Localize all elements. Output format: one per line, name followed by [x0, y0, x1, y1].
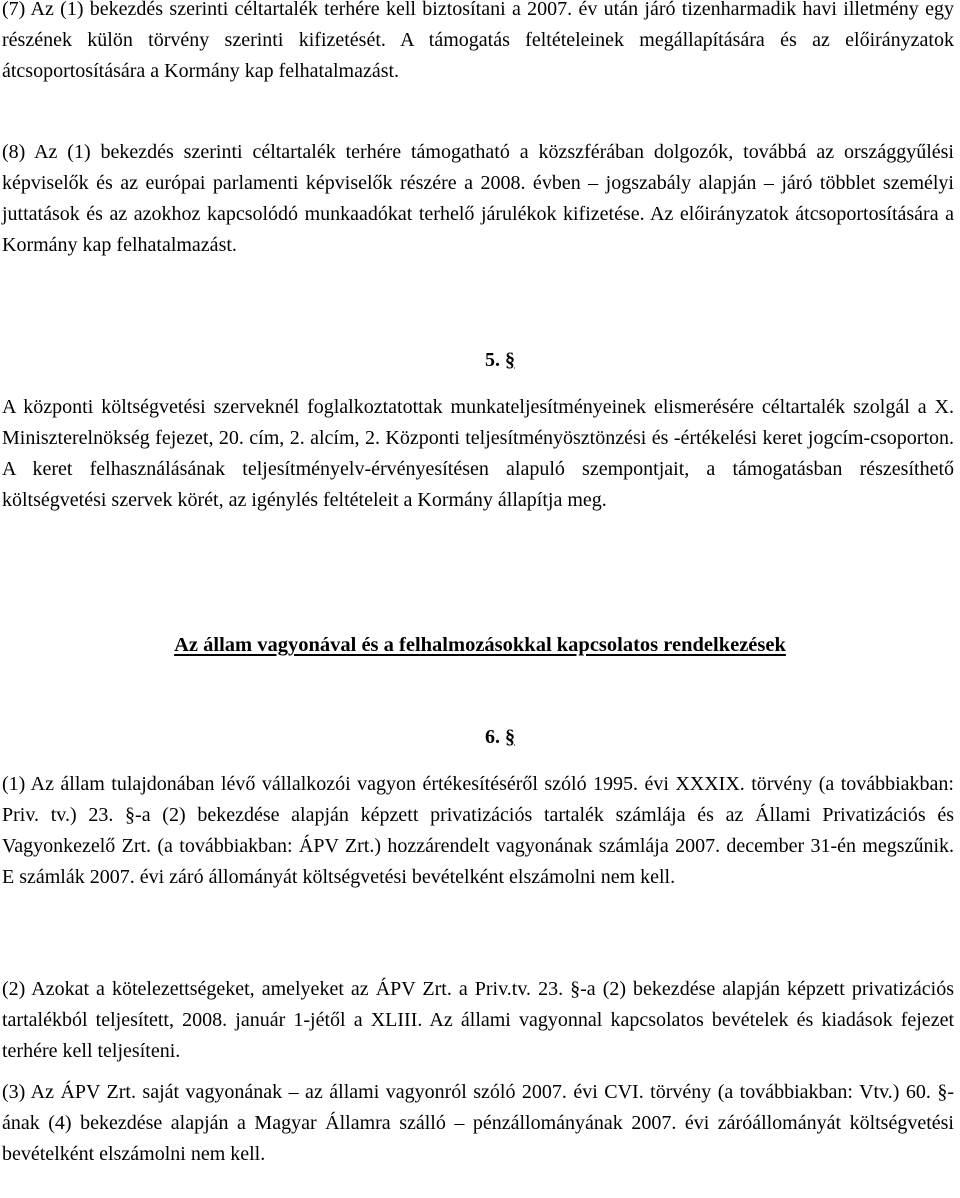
section-6-paragraph-2: (2) Azokat a kötelezettségeket, amelyeket az ÁPV Zrt. a Priv.tv. 23. §-a (2) bekezdése alapján képzett privatizációs tartalékból teljesített, 2008. január 1-jétől a XLIII. Az állami vagyonnal kapcsolatos bevételek és kiadások fejezet terhére kell teljesíteni.	[2, 978, 954, 1062]
section-5-heading	[0, 345, 960, 376]
section-6-number: 6.	[485, 726, 500, 748]
paragraph-7: (7) Az (1) bekezdés szerinti céltartalék terhére kell biztosítani a 2007. év után járó tizenharmadik havi illetmény egy részének külön törvény szerinti kifizetését. A támogatás feltételeinek megállapítására és az előirányzatok átcsoportosítására a Kormány kap felhatalmazást.	[2, 0, 954, 82]
section-6-paragraph-3: (3) Az ÁPV Zrt. saját vagyonának – az állami vagyonról szóló 2007. évi CVI. törvény (a továbbiakban: Vtv.) 60. §-ának (4) bekezdése alapján a Magyar Államra szálló – pénzállományának 2007. évi záróállományát költségvetési bevételként elszámolni nem kell.	[2, 1081, 954, 1165]
chapter-title: Az állam vagyonával és a felhalmozásokkal kapcsolatos rendelkezések	[174, 634, 786, 656]
section-5-sign: §	[505, 349, 515, 371]
paragraph-8: (8) Az (1) bekezdés szerinti céltartalék terhére támogatható a közszférában dolgozók, továbbá az országgyűlési képviselők és az európai parlamenti képviselők részére a 2008. évben – jogszabály alapján – járó többlet személyi juttatások és az azokhoz kapcsolódó munkaadókat terhelő járulékok kifizetése. Az előirányzatok átcsoportosítására a Kormány kap felhatalmazást.	[2, 141, 954, 256]
section-5-body: A központi költségvetési szerveknél foglalkoztatottak munkateljesítményeinek elismerésére céltartalék szolgál a X. Miniszterelnökség fejezet, 20. cím, 2. alcím, 2. Központi teljesítményösztönzési és -értékelési keret jogcím-csoporton. A keret felhasználásának teljesítményelv-érvényesítésen alapuló szempontjait, a támogatásban részesíthető költségvetési szervek körét, az igénylés feltételeit a Kormány állapítja meg.	[2, 396, 954, 511]
section-6-sign: §	[505, 726, 515, 748]
section-6-paragraph-1: (1) Az állam tulajdonában lévő vállalkozói vagyon értékesítéséről szóló 1995. évi XXXIX. törvény (a továbbiakban: Priv. tv.) 23. §-a (2) bekezdése alapján képzett privatizációs tartalék számlája és az Állami Privatizációs és Vagyonkezelő Zrt. (a továbbiakban: ÁPV Zrt.) hozzárendelt vagyonának számlája 2007. december 31-én megszűnik. E számlák 2007. évi záró állományát költségvetési bevételként elszámolni nem kell.	[2, 773, 954, 888]
section-6-heading	[0, 722, 960, 753]
section-5-number: 5.	[485, 349, 500, 371]
